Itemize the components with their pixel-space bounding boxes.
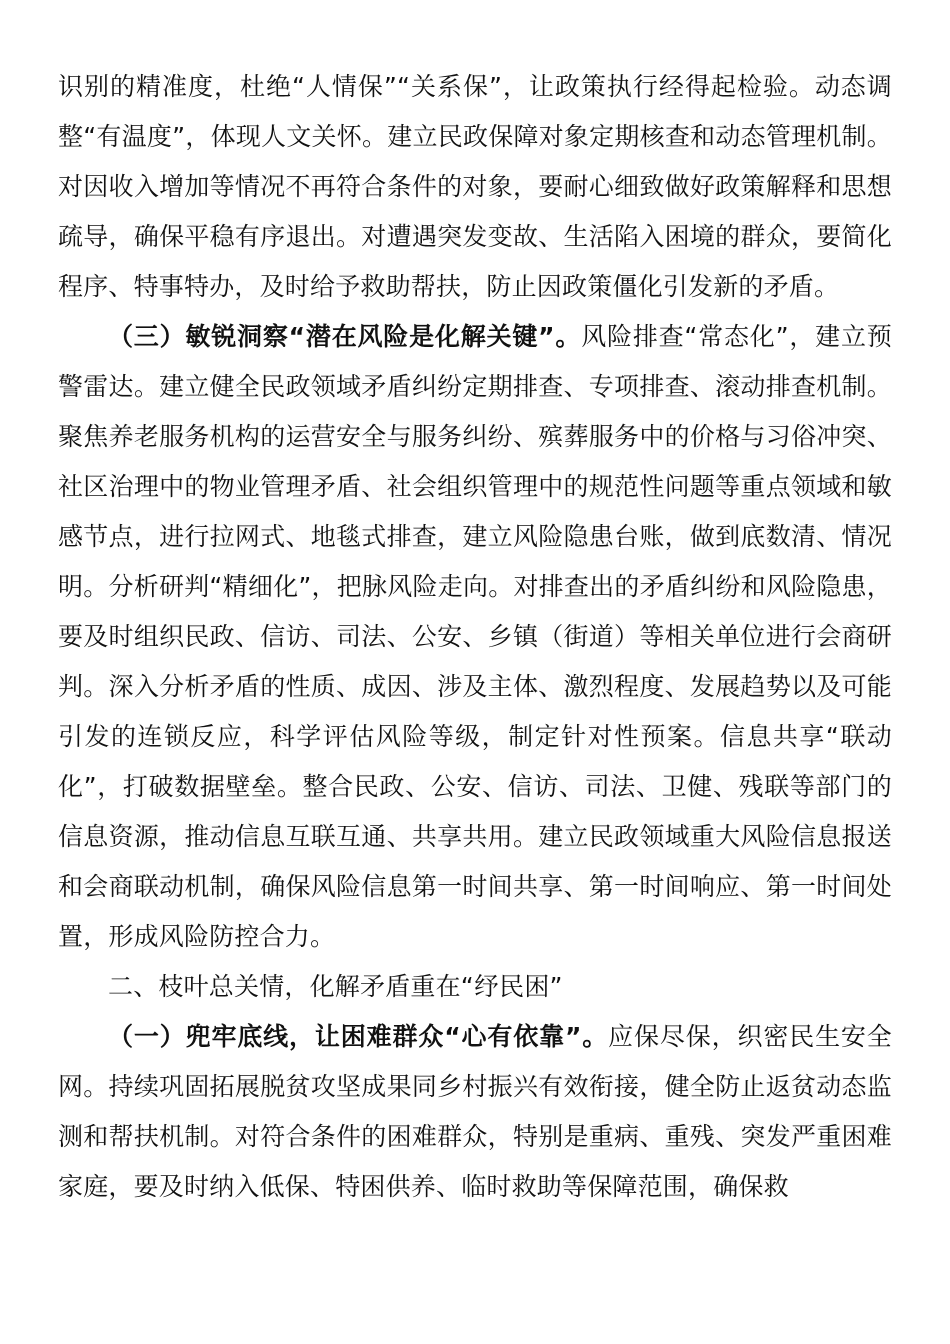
document-page [58, 62, 892, 1212]
paragraph-text: 应保尽保，织密民生安全网。持续巩固拓展脱贫攻坚成果同乡村振兴有效衔接，健全防止返贫动态监测和帮扶机制。对符合条件的困难群众，特别是重病、重残、突发严重困难家庭，要及时纳入低保、特困供养、临时救助等保障范围，确保救 [58, 1022, 892, 1201]
paragraph-text: 风险排查“常态化”，建立预警雷达。建立健全民政领域矛盾纠纷定期排查、专项排查、滚动排查机制。聚焦养老服务机构的运营安全与服务纠纷、殡葬服务中的价格与习俗冲突、社区治理中的物业管理矛盾、社会组织管理中的规范性问题等重点领域和敏感节点，进行拉网式、地毯式排查，建立风险隐患台账，做到底数清、情况明。分析研判“精细化”，把脉风险走向。对排查出的矛盾纠纷和风险隐患，要及时组织民政、信访、司法、公安、乡镇（街道）等相关单位进行会商研判。深入分析矛盾的性质、成因、涉及主体、激烈程度、发展趋势以及可能引发的连锁反应，科学评估风险等级，制定针对性预案。信息共享“联动化”，打破数据壁垒。整合民政、公安、信访、司法、卫健、残联等部门的信息资源，推动信息互联互通、共享共用。建立民政领域重大风险信息报送和会商联动机制，确保风险信息第一时间共享、第一时间响应、第一时间处置，形成风险防控合力。 [58, 322, 892, 951]
paragraph-section-one [58, 1012, 892, 1212]
paragraph-section-three [58, 312, 892, 962]
section-heading: （一）兜牢底线，让困难群众“心有依靠”。 [108, 1022, 609, 1051]
section-heading: （三）敏锐洞察“潜在风险是化解关键”。 [108, 322, 582, 351]
paragraph-continuation [58, 62, 892, 312]
chapter-heading [58, 962, 892, 1012]
chapter-heading-text: 二、枝叶总关情，化解矛盾重在“纾民困” [108, 972, 563, 1001]
paragraph-text: 识别的精准度，杜绝“人情保”“关系保”，让政策执行经得起检验。动态调整“有温度”，体现人文关怀。建立民政保障对象定期核查和动态管理机制。对因收入增加等情况不再符合条件的对象，要耐心细致做好政策解释和思想疏导，确保平稳有序退出。对遭遇突发变故、生活陷入困境的群众，要简化程序、特事特办，及时给予救助帮扶，防止因政策僵化引发新的矛盾。 [58, 72, 892, 301]
